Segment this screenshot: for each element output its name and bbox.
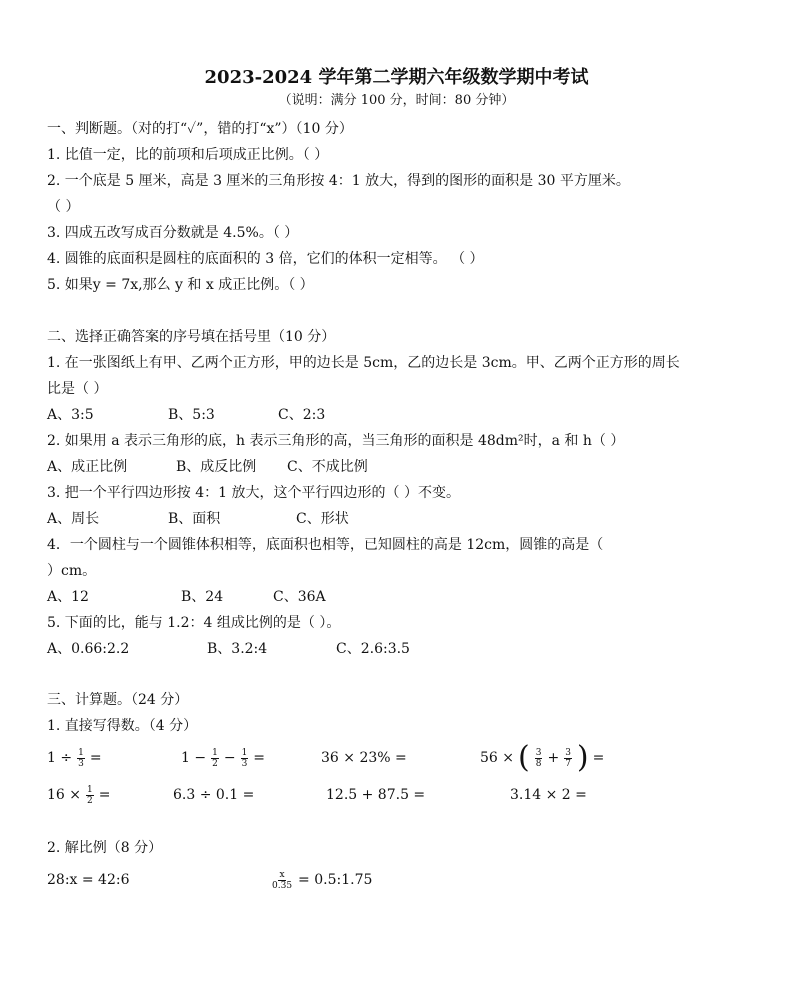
s2-q2-option-a: A、成正比例 — [47, 459, 128, 475]
calc-1-3: 36 × 23% = — [321, 750, 407, 766]
s3-sub2: 2. 解比例（8 分） — [47, 840, 163, 856]
fraction: $\frac{1}{2}$ — [87, 784, 93, 806]
s1-item-5: 5. 如果y = 7x,那么 y 和 x 成正比例。（ ） — [47, 277, 314, 293]
fraction: $\frac{1}{2}$ — [212, 747, 218, 769]
page-title: 2023-2024 学年第二学期六年级数学期中考试 — [204, 67, 589, 88]
s1-item-4: 4. 圆锥的底面积是圆柱的底面积的 3 倍，它们的体积一定相等。 （ ） — [47, 251, 484, 267]
calc-1-1: 1 ÷ $\frac{1}{3}$ = — [47, 747, 102, 769]
s1-item-1: 1. 比值一定，比的前项和后项成正比例。（ ） — [47, 147, 329, 163]
s2-q4-option-a: A、12 — [47, 589, 89, 605]
s1-item-3: 3. 四成五改写成百分数就是 4.5%。（ ） — [47, 225, 299, 241]
proportion-2: $\frac{x}{0.35}$ = 0.5:1.75 — [272, 869, 373, 891]
s2-q3-option-a: A、周长 — [47, 511, 100, 527]
calc-2-2: 6.3 ÷ 0.1 = — [173, 787, 255, 803]
section3-heading: 三、计算题。（24 分） — [47, 692, 189, 708]
s1-item-2-paren: （ ） — [47, 199, 80, 215]
s2-q4-option-c: C、36A — [273, 589, 326, 605]
section2-heading: 二、选择正确答案的序号填在括号里（10 分） — [47, 329, 336, 345]
calc-1-1-lhs: 1 ÷ — [47, 750, 73, 766]
s3-sub1: 1. 直接写得数。（4 分） — [47, 718, 198, 734]
section1-heading: 一、判断题。（对的打“✓”，错的打“x”）（10 分） — [47, 121, 353, 137]
fraction: $\frac{3}{8}$ — [535, 747, 542, 769]
calc-2-3: 12.5 + 87.5 = — [326, 787, 426, 803]
s2-q5-option-a: A、0.66:2.2 — [47, 641, 130, 657]
calc-1-4: 56 × ( $\frac{3}{8}$ + $\frac{3}{7}$ ) = — [480, 740, 605, 775]
s2-q1-option-b: B、5:3 — [168, 407, 215, 423]
page-subtitle: （说明：满分 100 分，时间：80 分钟） — [278, 93, 515, 108]
s2-q4-line2: ）cm。 — [47, 563, 97, 579]
s2-q3-option-b: B、面积 — [168, 511, 221, 527]
s2-q1-line1: 1. 在一张图纸上有甲、乙两个正方形，甲的边长是 5cm，乙的边长是 3cm。甲、乙两个正方形的周长 — [47, 355, 680, 371]
fraction: $\frac{1}{3}$ — [78, 747, 84, 769]
s2-q1-line2: 比是（ ） — [47, 381, 108, 397]
s2-q4-line1: 4．一个圆柱与一个圆锥体积相等，底面积也相等，已知圆柱的高是 12cm，圆锥的高是（ — [47, 537, 604, 553]
calc-2-1: 16 × $\frac{1}{2}$ = — [47, 784, 111, 806]
s2-q1-option-a: A、3:5 — [47, 407, 94, 423]
s1-item-2: 2. 一个底是 5 厘米，高是 3 厘米的三角形按 4：1 放大，得到的图形的面积是 30 平方厘米。 — [47, 173, 630, 189]
s2-q4-option-b: B、24 — [181, 589, 224, 605]
s2-q1-option-c: C、2:3 — [278, 407, 326, 423]
s2-q2-option-b: B、成反比例 — [176, 459, 257, 475]
s2-q5-option-b: B、3.2:4 — [207, 641, 268, 657]
calc-2-4: 3.14 × 2 = — [510, 787, 587, 803]
s2-q5-option-c: C、2.6:3.5 — [336, 641, 410, 657]
s2-q5: 5. 下面的比，能与 1.2：4 组成比例的是（ ）。 — [47, 615, 341, 631]
fraction: $\frac{1}{3}$ — [241, 747, 248, 769]
s2-q2-option-c: C、不成比例 — [287, 459, 368, 475]
proportion-1: 28:x = 42:6 — [47, 872, 130, 888]
s2-q3-option-c: C、形状 — [296, 511, 349, 527]
fraction: $\frac{x}{0.35}$ — [272, 869, 293, 891]
s2-q2: 2. 如果用 a 表示三角形的底，h 表示三角形的高，当三角形的面积是 48dm²时，a 和 h（ ） — [47, 433, 625, 449]
fraction: $\frac{3}{7}$ — [565, 747, 571, 769]
s2-q3: 3. 把一个平行四边形按 4：1 放大，这个平行四边形的（ ）不变。 — [47, 485, 460, 501]
calc-1-2: 1 − $\frac{1}{2}$ − $\frac{1}{3}$ = — [181, 747, 266, 769]
